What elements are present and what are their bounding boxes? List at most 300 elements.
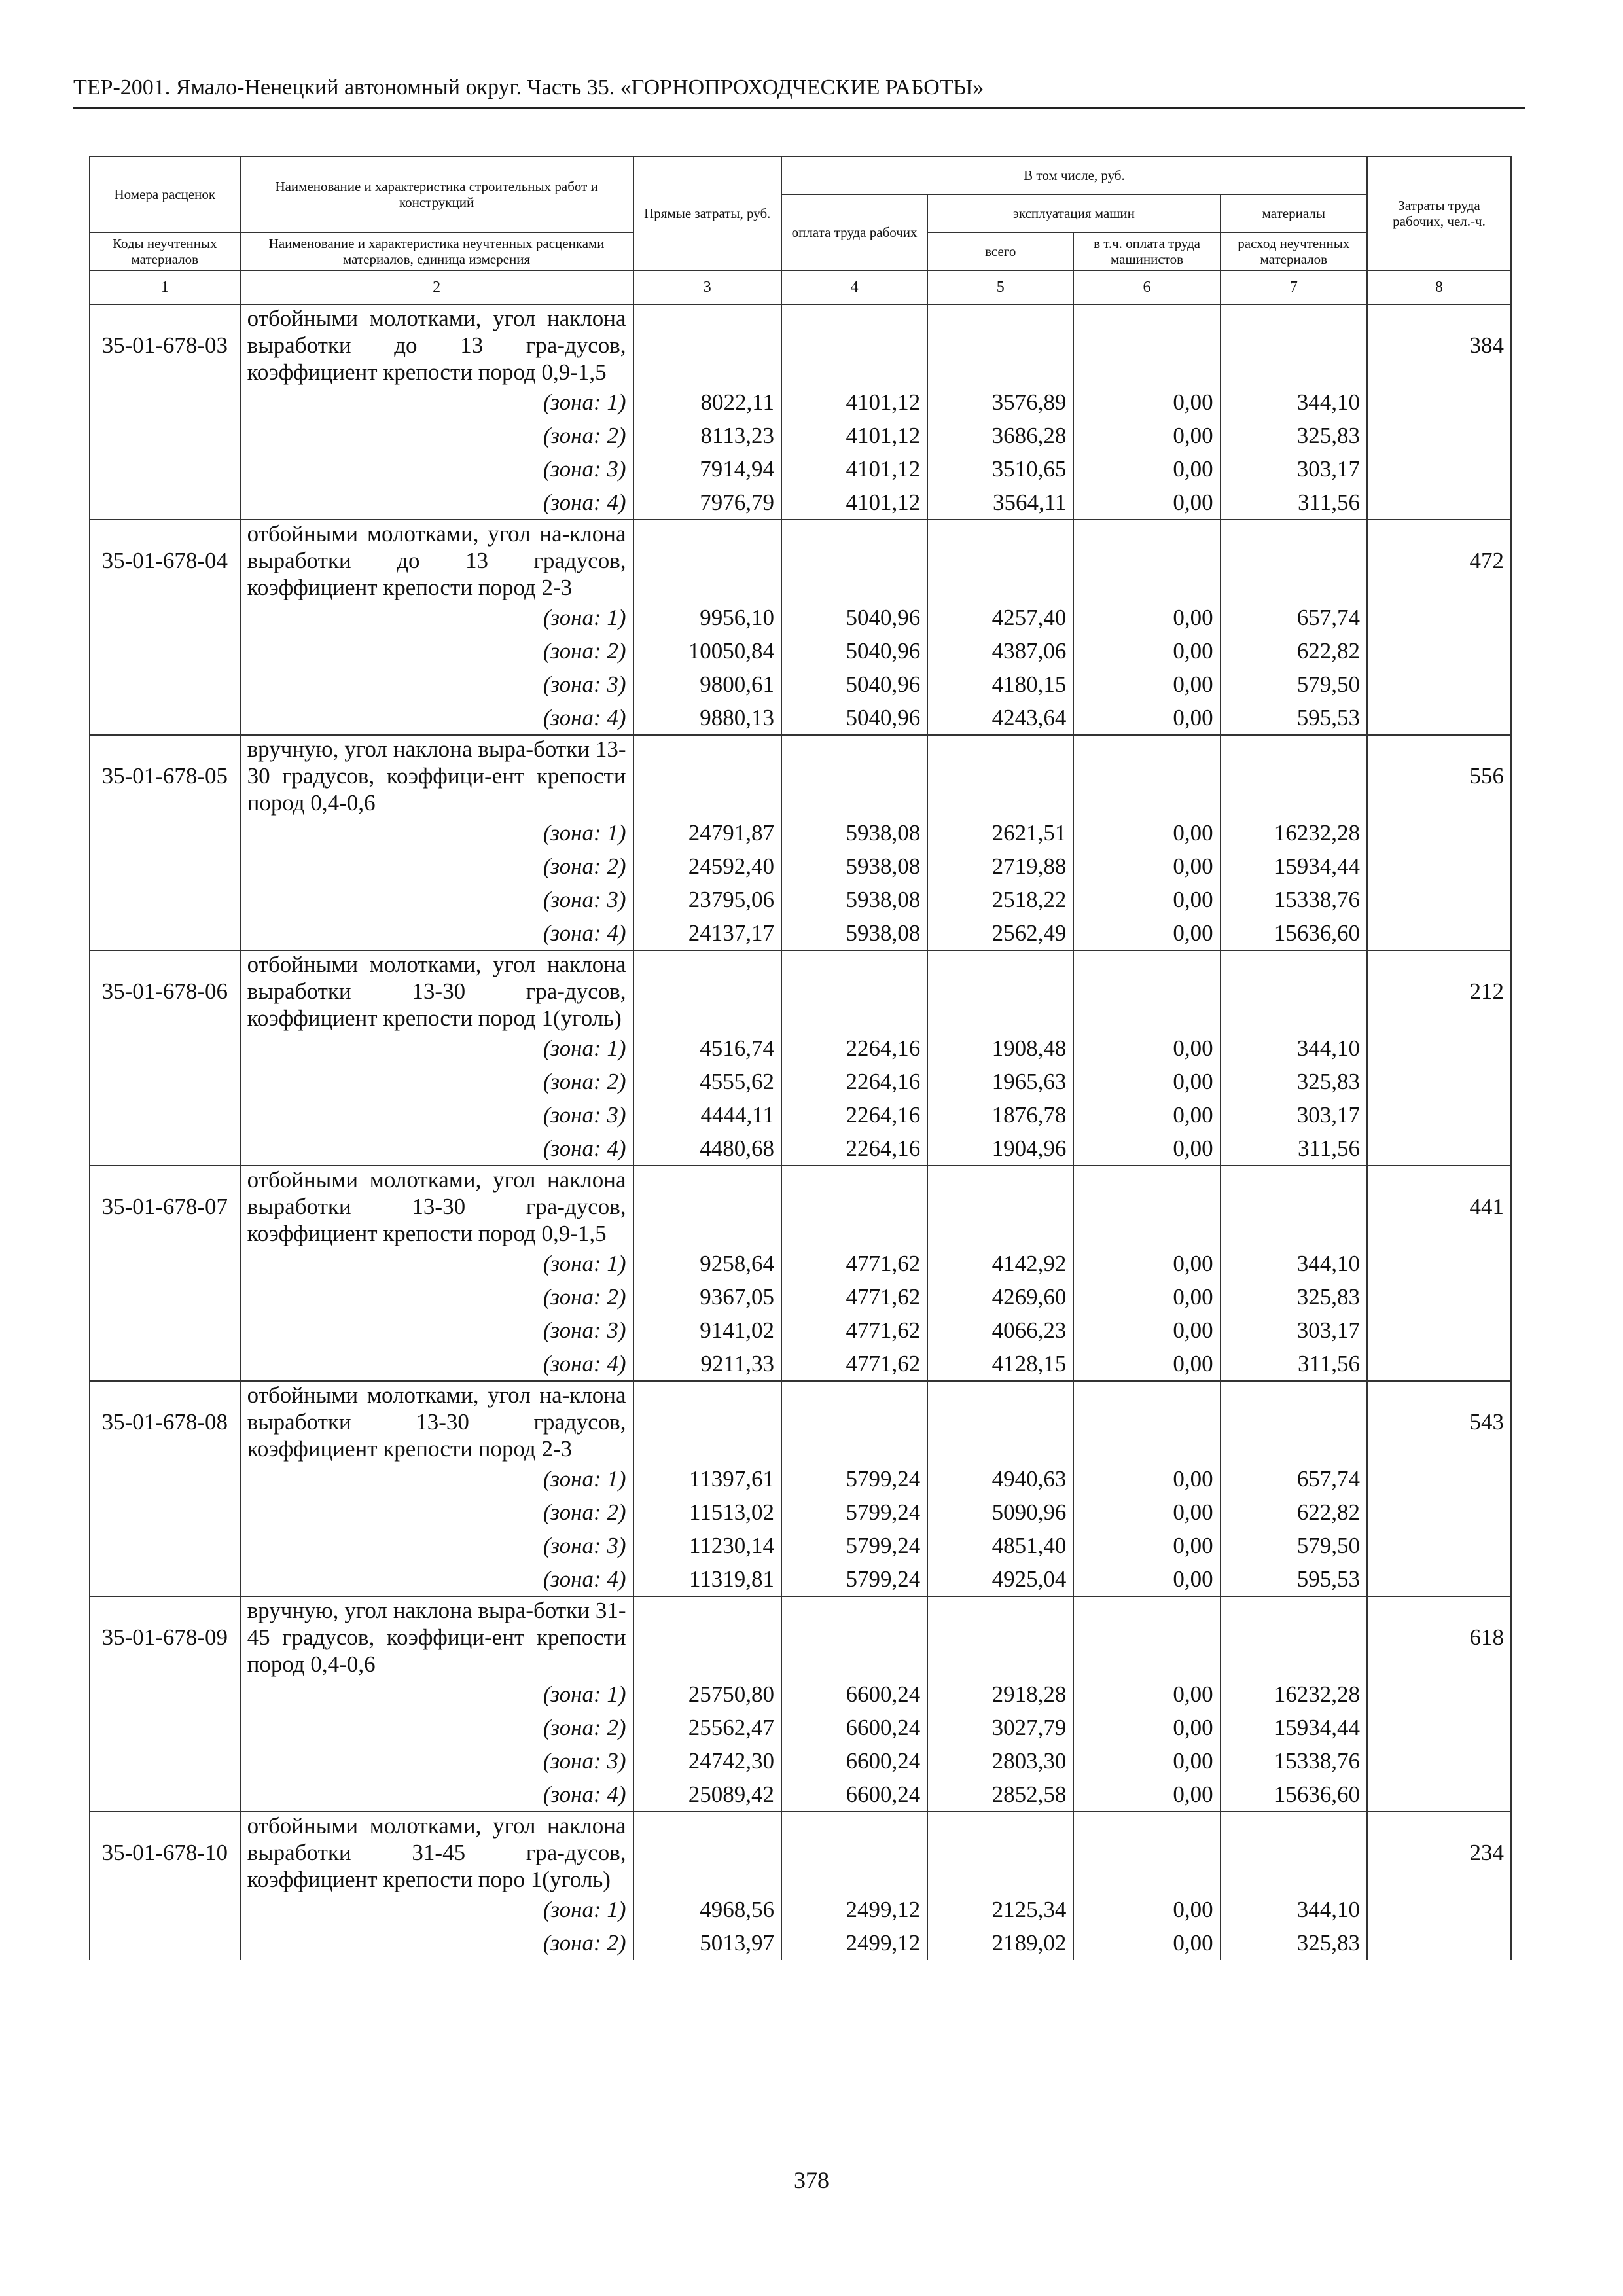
empty-cell — [927, 304, 1073, 386]
empty-cell — [927, 1596, 1073, 1677]
empty-cell — [1367, 1529, 1511, 1562]
rate-row — [90, 304, 1511, 386]
rate-code: 35-01-678-08 — [90, 1381, 240, 1462]
direct-costs-value: 8113,23 — [633, 419, 781, 452]
zone-label: (зона: 2) — [240, 1280, 633, 1314]
page-number: 378 — [794, 2167, 829, 2193]
zone-label: (зона: 2) — [240, 1926, 633, 1960]
operators-value: 0,00 — [1073, 816, 1220, 850]
empty-cell — [1221, 304, 1367, 386]
machines-value: 2918,28 — [927, 1677, 1073, 1711]
operators-value: 0,00 — [1073, 634, 1220, 668]
zone-row — [90, 486, 1511, 520]
empty-cell — [90, 1314, 240, 1347]
header-direct-costs: Прямые затраты, руб. — [633, 156, 781, 270]
direct-costs-value: 5013,97 — [633, 1926, 781, 1960]
rate-description: отбойными молотками, угол на-клона выработки до 13 градусов, коэффициент крепости пород 2-3 — [240, 520, 633, 601]
materials-value: 579,50 — [1221, 1529, 1367, 1562]
column-number: 1 — [90, 270, 240, 304]
machines-value: 2562,49 — [927, 916, 1073, 950]
zone-row — [90, 601, 1511, 634]
rate-code: 35-01-678-06 — [90, 950, 240, 1031]
zone-label: (зона: 4) — [240, 486, 633, 520]
machines-value: 2125,34 — [927, 1893, 1073, 1926]
wages-value: 5799,24 — [781, 1529, 927, 1562]
zone-label: (зона: 3) — [240, 452, 633, 486]
empty-cell — [927, 520, 1073, 601]
direct-costs-value: 9367,05 — [633, 1280, 781, 1314]
direct-costs-value: 9956,10 — [633, 601, 781, 634]
rate-description: вручную, угол наклона выра-ботки 13-30 градусов, коэффици-ент крепости пород 0,4-0,6 — [240, 735, 633, 816]
table-body — [90, 304, 1511, 1960]
empty-cell — [1221, 1381, 1367, 1462]
empty-cell — [927, 1166, 1073, 1247]
page-header: ТЕР-2001. Ямало-Ненецкий автономный округ. Часть 35. «ГОРНОПРОХОДЧЕСКИЕ РАБОТЫ» — [73, 73, 1525, 109]
direct-costs-value: 8022,11 — [633, 386, 781, 419]
empty-cell — [90, 1065, 240, 1098]
zone-row — [90, 1098, 1511, 1132]
operators-value: 0,00 — [1073, 1031, 1220, 1065]
direct-costs-value: 23795,06 — [633, 883, 781, 916]
wages-value: 6600,24 — [781, 1778, 927, 1812]
machines-value: 1904,96 — [927, 1132, 1073, 1166]
empty-cell — [1367, 1462, 1511, 1496]
labor-cost: 441 — [1367, 1166, 1511, 1247]
wages-value: 6600,24 — [781, 1744, 927, 1778]
rate-row — [90, 1812, 1511, 1893]
zone-label: (зона: 4) — [240, 1132, 633, 1166]
rate-description: отбойными молотками, угол наклона выработки 31-45 гра-дусов, коэффициент крепости поро 1(уголь) — [240, 1812, 633, 1893]
materials-value: 303,17 — [1221, 452, 1367, 486]
empty-cell — [1367, 1677, 1511, 1711]
operators-value: 0,00 — [1073, 1711, 1220, 1744]
wages-value: 5799,24 — [781, 1496, 927, 1529]
empty-cell — [781, 735, 927, 816]
operators-value: 0,00 — [1073, 1496, 1220, 1529]
direct-costs-value: 9258,64 — [633, 1247, 781, 1280]
machines-value: 1908,48 — [927, 1031, 1073, 1065]
column-number: 8 — [1367, 270, 1511, 304]
materials-value: 15636,60 — [1221, 1778, 1367, 1812]
materials-value: 579,50 — [1221, 668, 1367, 701]
materials-value: 344,10 — [1221, 1247, 1367, 1280]
zone-label: (зона: 1) — [240, 1031, 633, 1065]
empty-cell — [1073, 1166, 1220, 1247]
zone-label: (зона: 1) — [240, 1462, 633, 1496]
zone-row — [90, 1744, 1511, 1778]
zone-label: (зона: 4) — [240, 916, 633, 950]
direct-costs-value: 11397,61 — [633, 1462, 781, 1496]
empty-cell — [927, 950, 1073, 1031]
operators-value: 0,00 — [1073, 1677, 1220, 1711]
machines-value: 2719,88 — [927, 850, 1073, 883]
machines-value: 2518,22 — [927, 883, 1073, 916]
direct-costs-value: 4516,74 — [633, 1031, 781, 1065]
machines-value: 3686,28 — [927, 419, 1073, 452]
zone-row — [90, 1065, 1511, 1098]
materials-value: 344,10 — [1221, 1893, 1367, 1926]
column-number: 4 — [781, 270, 927, 304]
zone-label: (зона: 1) — [240, 1247, 633, 1280]
zone-label: (зона: 3) — [240, 668, 633, 701]
empty-cell — [90, 486, 240, 520]
rate-code: 35-01-678-10 — [90, 1812, 240, 1893]
empty-cell — [1221, 520, 1367, 601]
empty-cell — [633, 520, 781, 601]
empty-cell — [633, 1166, 781, 1247]
wages-value: 4771,62 — [781, 1314, 927, 1347]
operators-value: 0,00 — [1073, 419, 1220, 452]
empty-cell — [90, 1496, 240, 1529]
empty-cell — [1367, 1711, 1511, 1744]
zone-label: (зона: 1) — [240, 386, 633, 419]
header-rate-numbers: Номера расценок — [90, 156, 240, 232]
zone-label: (зона: 1) — [240, 601, 633, 634]
zone-row — [90, 1132, 1511, 1166]
empty-cell — [90, 668, 240, 701]
labor-cost: 472 — [1367, 520, 1511, 601]
empty-cell — [90, 701, 240, 735]
wages-value: 2499,12 — [781, 1926, 927, 1960]
zone-label: (зона: 2) — [240, 1711, 633, 1744]
empty-cell — [781, 950, 927, 1031]
zone-label: (зона: 1) — [240, 1677, 633, 1711]
zone-row — [90, 419, 1511, 452]
empty-cell — [90, 816, 240, 850]
empty-cell — [1367, 601, 1511, 634]
materials-value: 325,83 — [1221, 419, 1367, 452]
machines-value: 4851,40 — [927, 1529, 1073, 1562]
rate-code: 35-01-678-03 — [90, 304, 240, 386]
direct-costs-value: 9211,33 — [633, 1347, 781, 1381]
wages-value: 4771,62 — [781, 1347, 927, 1381]
zone-row — [90, 816, 1511, 850]
direct-costs-value: 4480,68 — [633, 1132, 781, 1166]
empty-cell — [1221, 1596, 1367, 1677]
rate-code: 35-01-678-05 — [90, 735, 240, 816]
empty-cell — [633, 304, 781, 386]
labor-cost: 212 — [1367, 950, 1511, 1031]
operators-value: 0,00 — [1073, 1926, 1220, 1960]
wages-value: 5040,96 — [781, 701, 927, 735]
empty-cell — [90, 1562, 240, 1596]
empty-cell — [1073, 1596, 1220, 1677]
empty-cell — [1367, 1744, 1511, 1778]
wages-value: 2264,16 — [781, 1098, 927, 1132]
empty-cell — [1221, 1812, 1367, 1893]
machines-value: 4269,60 — [927, 1280, 1073, 1314]
machines-value: 4925,04 — [927, 1562, 1073, 1596]
column-number: 6 — [1073, 270, 1220, 304]
empty-cell — [90, 850, 240, 883]
empty-cell — [90, 883, 240, 916]
operators-value: 0,00 — [1073, 701, 1220, 735]
empty-cell — [1367, 850, 1511, 883]
wages-value: 2264,16 — [781, 1132, 927, 1166]
column-number: 5 — [927, 270, 1073, 304]
empty-cell — [1367, 883, 1511, 916]
labor-cost: 556 — [1367, 735, 1511, 816]
zone-label: (зона: 4) — [240, 1778, 633, 1812]
empty-cell — [1367, 452, 1511, 486]
materials-value: 344,10 — [1221, 386, 1367, 419]
labor-cost: 618 — [1367, 1596, 1511, 1677]
empty-cell — [1221, 950, 1367, 1031]
wages-value: 5938,08 — [781, 816, 927, 850]
machines-value: 2803,30 — [927, 1744, 1073, 1778]
empty-cell — [1073, 950, 1220, 1031]
operators-value: 0,00 — [1073, 850, 1220, 883]
empty-cell — [90, 386, 240, 419]
empty-cell — [1367, 1065, 1511, 1098]
machines-value: 4180,15 — [927, 668, 1073, 701]
zone-row — [90, 1462, 1511, 1496]
empty-cell — [1367, 1926, 1511, 1960]
wages-value: 2264,16 — [781, 1065, 927, 1098]
empty-cell — [90, 1247, 240, 1280]
wages-value: 5938,08 — [781, 883, 927, 916]
machines-value: 1876,78 — [927, 1098, 1073, 1132]
zone-row — [90, 1893, 1511, 1926]
operators-value: 0,00 — [1073, 883, 1220, 916]
zone-row — [90, 1677, 1511, 1711]
header-machines-total: всего — [927, 232, 1073, 270]
empty-cell — [1367, 1778, 1511, 1812]
zone-label: (зона: 4) — [240, 1562, 633, 1596]
empty-cell — [1367, 1893, 1511, 1926]
empty-cell — [1073, 735, 1220, 816]
labor-cost: 384 — [1367, 304, 1511, 386]
zone-row — [90, 634, 1511, 668]
empty-cell — [781, 304, 927, 386]
machines-value: 3510,65 — [927, 452, 1073, 486]
header-material-codes: Коды неучтенных материалов — [90, 232, 240, 270]
machines-value: 2852,58 — [927, 1778, 1073, 1812]
empty-cell — [90, 1098, 240, 1132]
rate-description: отбойными молотками, угол наклона выработки 13-30 гра-дусов, коэффициент крепости пород 0,9-1,5 — [240, 1166, 633, 1247]
empty-cell — [90, 1031, 240, 1065]
direct-costs-value: 11230,14 — [633, 1529, 781, 1562]
direct-costs-value: 9800,61 — [633, 668, 781, 701]
empty-cell — [1367, 1132, 1511, 1166]
wages-value: 5040,96 — [781, 601, 927, 634]
operators-value: 0,00 — [1073, 1529, 1220, 1562]
zone-label: (зона: 4) — [240, 1347, 633, 1381]
empty-cell — [90, 601, 240, 634]
empty-cell — [1367, 816, 1511, 850]
zone-row — [90, 1778, 1511, 1812]
rate-row — [90, 520, 1511, 601]
direct-costs-value: 24742,30 — [633, 1744, 781, 1778]
empty-cell — [90, 1462, 240, 1496]
operators-value: 0,00 — [1073, 1744, 1220, 1778]
column-number: 2 — [240, 270, 633, 304]
zone-row — [90, 850, 1511, 883]
empty-cell — [1367, 701, 1511, 735]
operators-value: 0,00 — [1073, 1280, 1220, 1314]
operators-value: 0,00 — [1073, 452, 1220, 486]
materials-value: 15636,60 — [1221, 916, 1367, 950]
zone-label: (зона: 3) — [240, 1744, 633, 1778]
zone-label: (зона: 3) — [240, 883, 633, 916]
zone-label: (зона: 3) — [240, 1529, 633, 1562]
operators-value: 0,00 — [1073, 668, 1220, 701]
empty-cell — [1367, 1314, 1511, 1347]
header-work-name: Наименование и характеристика строительных работ и конструкций — [240, 156, 633, 232]
empty-cell — [633, 1381, 781, 1462]
empty-cell — [90, 1347, 240, 1381]
empty-cell — [1367, 1098, 1511, 1132]
empty-cell — [1367, 1280, 1511, 1314]
empty-cell — [1073, 520, 1220, 601]
empty-cell — [633, 735, 781, 816]
empty-cell — [90, 1132, 240, 1166]
header-wages: оплата труда рабочих — [781, 194, 927, 270]
zone-row — [90, 452, 1511, 486]
operators-value: 0,00 — [1073, 1065, 1220, 1098]
wages-value: 2264,16 — [781, 1031, 927, 1065]
header-operators-wages: в т.ч. оплата труда машинистов — [1073, 232, 1220, 270]
machines-value: 4940,63 — [927, 1462, 1073, 1496]
materials-value: 622,82 — [1221, 634, 1367, 668]
empty-cell — [1367, 386, 1511, 419]
zone-label: (зона: 2) — [240, 1496, 633, 1529]
machines-value: 1965,63 — [927, 1065, 1073, 1098]
materials-value: 622,82 — [1221, 1496, 1367, 1529]
empty-cell — [90, 1778, 240, 1812]
zone-label: (зона: 1) — [240, 1893, 633, 1926]
direct-costs-value: 11513,02 — [633, 1496, 781, 1529]
empty-cell — [90, 1744, 240, 1778]
empty-cell — [1367, 486, 1511, 520]
zone-row — [90, 1562, 1511, 1596]
wages-value: 5938,08 — [781, 916, 927, 950]
header-materials: материалы — [1221, 194, 1367, 232]
zone-row — [90, 916, 1511, 950]
wages-value: 6600,24 — [781, 1711, 927, 1744]
zone-row — [90, 668, 1511, 701]
zone-row — [90, 1529, 1511, 1562]
empty-cell — [927, 1812, 1073, 1893]
materials-value: 15934,44 — [1221, 1711, 1367, 1744]
zone-row — [90, 1711, 1511, 1744]
empty-cell — [781, 520, 927, 601]
rate-row — [90, 1596, 1511, 1677]
zone-label: (зона: 4) — [240, 701, 633, 735]
materials-value: 325,83 — [1221, 1280, 1367, 1314]
wages-value: 5040,96 — [781, 634, 927, 668]
empty-cell — [1367, 1247, 1511, 1280]
empty-cell — [633, 1596, 781, 1677]
materials-value: 311,56 — [1221, 1132, 1367, 1166]
machines-value: 4387,06 — [927, 634, 1073, 668]
zone-row — [90, 1031, 1511, 1065]
zone-row — [90, 1247, 1511, 1280]
empty-cell — [90, 419, 240, 452]
materials-value: 303,17 — [1221, 1314, 1367, 1347]
header-materials-usage: расход неучтенных материалов — [1221, 232, 1367, 270]
zone-label: (зона: 2) — [240, 850, 633, 883]
zone-label: (зона: 2) — [240, 1065, 633, 1098]
machines-value: 5090,96 — [927, 1496, 1073, 1529]
machines-value: 3027,79 — [927, 1711, 1073, 1744]
operators-value: 0,00 — [1073, 1778, 1220, 1812]
zone-row — [90, 883, 1511, 916]
materials-value: 311,56 — [1221, 1347, 1367, 1381]
direct-costs-value: 24592,40 — [633, 850, 781, 883]
direct-costs-value: 4444,11 — [633, 1098, 781, 1132]
rate-row — [90, 1381, 1511, 1462]
empty-cell — [633, 950, 781, 1031]
wages-value: 2499,12 — [781, 1893, 927, 1926]
operators-value: 0,00 — [1073, 916, 1220, 950]
direct-costs-value: 25750,80 — [633, 1677, 781, 1711]
direct-costs-value: 24791,87 — [633, 816, 781, 850]
zone-row — [90, 701, 1511, 735]
zone-label: (зона: 3) — [240, 1098, 633, 1132]
direct-costs-value: 25089,42 — [633, 1778, 781, 1812]
wages-value: 4101,12 — [781, 452, 927, 486]
empty-cell — [1073, 1381, 1220, 1462]
rate-row — [90, 1166, 1511, 1247]
rates-table — [89, 156, 1512, 1960]
empty-cell — [1367, 1347, 1511, 1381]
empty-cell — [1073, 304, 1220, 386]
materials-value: 15338,76 — [1221, 1744, 1367, 1778]
operators-value: 0,00 — [1073, 1132, 1220, 1166]
wages-value: 4101,12 — [781, 419, 927, 452]
operators-value: 0,00 — [1073, 486, 1220, 520]
table-header — [90, 156, 1511, 304]
labor-cost: 234 — [1367, 1812, 1511, 1893]
header-material-names: Наименование и характеристика неучтенных расценками материалов, единица измерения — [240, 232, 633, 270]
materials-value: 595,53 — [1221, 701, 1367, 735]
materials-value: 325,83 — [1221, 1065, 1367, 1098]
direct-costs-value: 4968,56 — [633, 1893, 781, 1926]
wages-value: 4101,12 — [781, 386, 927, 419]
operators-value: 0,00 — [1073, 1247, 1220, 1280]
machines-value: 4243,64 — [927, 701, 1073, 735]
empty-cell — [90, 1711, 240, 1744]
empty-cell — [1221, 1166, 1367, 1247]
rate-code: 35-01-678-07 — [90, 1166, 240, 1247]
empty-cell — [633, 1812, 781, 1893]
machines-value: 3576,89 — [927, 386, 1073, 419]
empty-cell — [1367, 1031, 1511, 1065]
rate-row — [90, 735, 1511, 816]
empty-cell — [1367, 916, 1511, 950]
materials-value: 303,17 — [1221, 1098, 1367, 1132]
empty-cell — [1367, 634, 1511, 668]
machines-value: 2621,51 — [927, 816, 1073, 850]
zone-label: (зона: 2) — [240, 419, 633, 452]
zone-row — [90, 386, 1511, 419]
wages-value: 5799,24 — [781, 1562, 927, 1596]
operators-value: 0,00 — [1073, 601, 1220, 634]
operators-value: 0,00 — [1073, 386, 1220, 419]
zone-row — [90, 1347, 1511, 1381]
wages-value: 5799,24 — [781, 1462, 927, 1496]
operators-value: 0,00 — [1073, 1098, 1220, 1132]
empty-cell — [90, 1529, 240, 1562]
materials-value: 16232,28 — [1221, 816, 1367, 850]
wages-value: 4771,62 — [781, 1280, 927, 1314]
rate-code: 35-01-678-09 — [90, 1596, 240, 1677]
materials-value: 657,74 — [1221, 1462, 1367, 1496]
zone-label: (зона: 1) — [240, 816, 633, 850]
direct-costs-value: 24137,17 — [633, 916, 781, 950]
direct-costs-value: 7976,79 — [633, 486, 781, 520]
